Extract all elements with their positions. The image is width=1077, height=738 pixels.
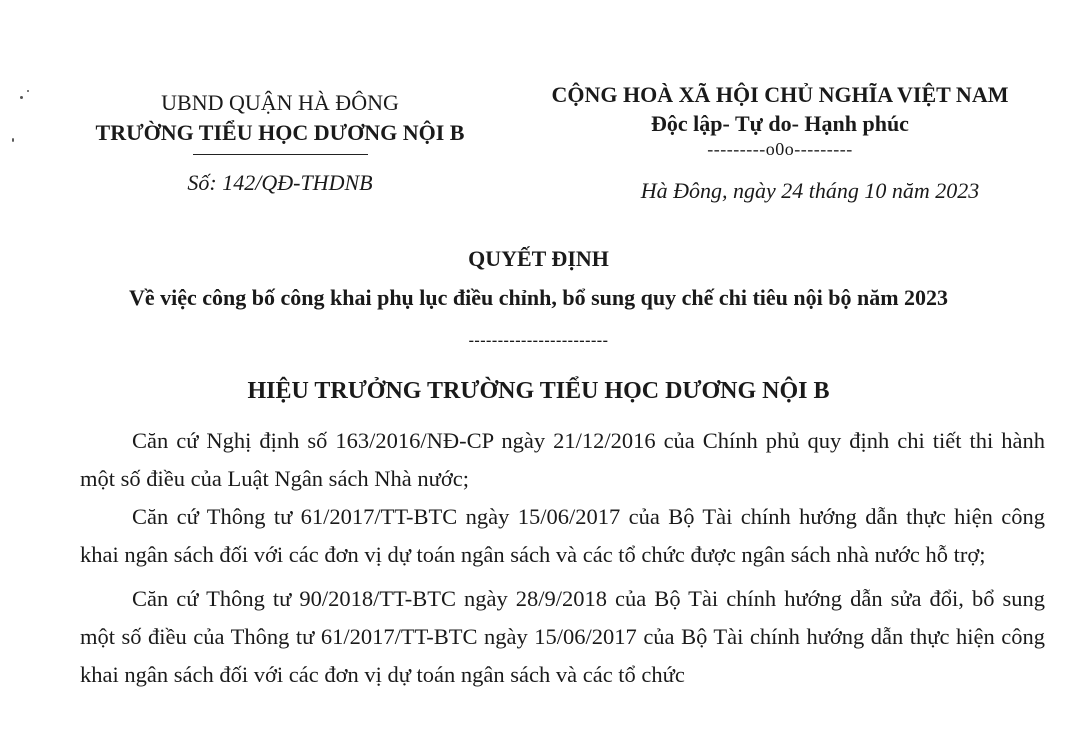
scan-speck	[27, 90, 29, 92]
scan-speck	[12, 138, 14, 142]
school-name: TRƯỜNG TIỂU HỌC DƯƠNG NỘI B	[95, 120, 465, 145]
motto-ornament: ---------o0o---------	[707, 139, 853, 159]
legal-basis-paragraph: Căn cứ Thông tư 61/2017/TT-BTC ngày 15/06/2017 của Bộ Tài chính hướng dẫn thực hiện công khai ngân sách đối với các đơn vị dự toán ngân sách và các tổ chức được ngân sách nhà nước hỗ trợ;	[80, 504, 1045, 567]
agency-underline	[193, 154, 368, 155]
legal-basis-paragraph: Căn cứ Nghị định số 163/2016/NĐ-CP ngày 21/12/2016 của Chính phủ quy định chi tiết thi hành một số điều của Luật Ngân sách Nhà nước;	[80, 428, 1045, 491]
document-number: Số: 142/QĐ-THDNB	[187, 170, 373, 195]
document-type-title: QUYẾT ĐỊNH	[468, 246, 609, 271]
title-divider: ------------------------	[468, 332, 609, 349]
national-heading-block	[500, 80, 1060, 160]
scan-speck	[20, 96, 23, 99]
document-subject: Về việc công bố công khai phụ lục điều chỉnh, bổ sung quy chế chi tiêu nội bộ năm 2023	[128, 285, 949, 310]
national-motto: Độc lập- Tự do- Hạnh phúc	[651, 111, 909, 136]
place-and-date: Hà Đông, ngày 24 tháng 10 năm 2023	[640, 178, 980, 203]
document-body	[80, 422, 1045, 694]
legal-basis-paragraph: Căn cứ Thông tư 90/2018/TT-BTC ngày 28/9/2018 của Bộ Tài chính hướng dẫn sửa đổi, bổ sung một số điều của Thông tư 61/2017/TT-BTC ngày 15/06/2017 của Bộ Tài chính hướng dẫn thực hiện công khai ngân sách đối với các đơn vị dự toán ngân sách và các tổ chức	[80, 586, 1045, 687]
parent-agency: UBND QUẬN HÀ ĐÔNG	[161, 90, 399, 115]
country-name: CỘNG HOÀ XÃ HỘI CHỦ NGHĨA VIỆT NAM	[551, 82, 1009, 107]
issuing-agency-block	[60, 88, 500, 155]
issuing-authority: HIỆU TRƯỞNG TRƯỜNG TIỂU HỌC DƯƠNG NỘI B	[247, 378, 830, 404]
